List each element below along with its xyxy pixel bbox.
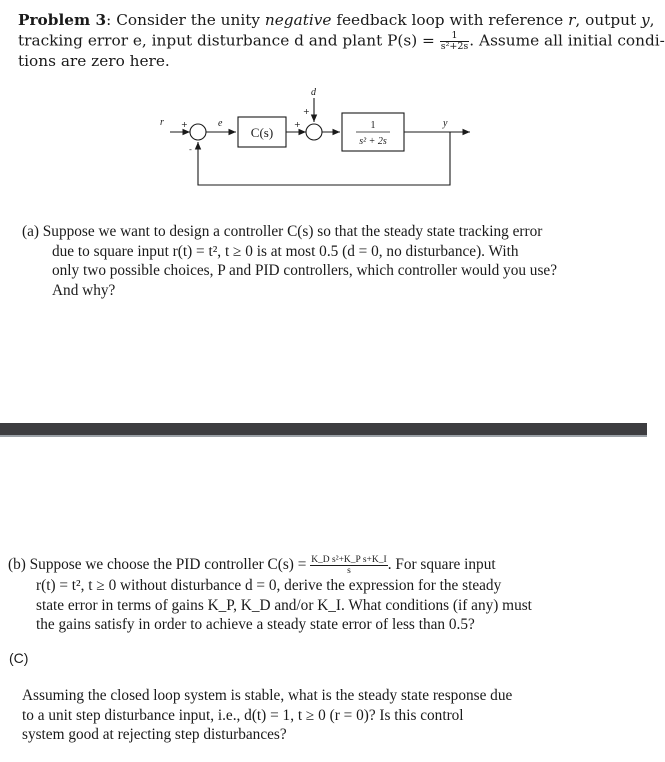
part-b bbox=[8, 555, 608, 635]
label-y: y bbox=[443, 118, 448, 129]
plant-fraction: $\frac{1}{\text{s²+2s}}$ bbox=[440, 29, 469, 52]
part-a-line: due to square input r(t) = t², t ≥ 0 is at most 0.5 (d = 0, no disturbance). With bbox=[52, 242, 519, 260]
part-b-line: state error in terms of gains K_P, K_D and/or K_I. What conditions (if any) must bbox=[36, 596, 532, 614]
part-b-line-1: (b) Suppose we choose the PID controller C(s) = $\frac{\text{K\_D s²+K\_P s+K\_I}}{s}$ . For square input bbox=[8, 555, 496, 576]
page-divider bbox=[0, 423, 647, 435]
part-a bbox=[22, 222, 622, 300]
label-r: r bbox=[160, 117, 164, 128]
summing-junction-disturbance bbox=[306, 124, 322, 140]
part-a-line: only two possible choices, P and PID controllers, which controller would you use? bbox=[52, 262, 557, 280]
problem-3-statement bbox=[18, 11, 665, 71]
label-minus: - bbox=[189, 145, 192, 154]
page-divider-shadow bbox=[0, 435, 647, 437]
problem-3-line-3: tions are zero here. bbox=[18, 51, 170, 70]
summing-junction-error bbox=[190, 124, 206, 140]
part-c-line: to a unit step disturbance input, i.e., d(t) = 1, t ≥ 0 (r = 0)? Is this control bbox=[22, 706, 464, 724]
part-c bbox=[22, 686, 622, 745]
part-b-line: the gains satisfy in order to achieve a steady state error of less than 0.5? bbox=[36, 616, 475, 634]
problem-label: Problem 3 bbox=[18, 11, 107, 29]
feedback-block-diagram bbox=[140, 82, 480, 194]
label-d: d bbox=[311, 87, 316, 98]
plant-numerator: 1 bbox=[370, 120, 376, 131]
part-c-line: system good at rejecting step disturbances? bbox=[22, 726, 287, 744]
label-plus-r: + bbox=[181, 120, 188, 129]
label-e: e bbox=[218, 118, 223, 129]
plant-denominator: s² + 2s bbox=[359, 136, 387, 147]
problem-3-line-2: tracking error e, input disturbance d and plant P(s) = $\frac{1}{\text{s²+2s}}$ . Assume all initial condi- bbox=[18, 29, 665, 52]
feedback-path bbox=[198, 132, 450, 185]
part-c-line: Assuming the closed loop system is stable, what is the steady state response due bbox=[22, 687, 513, 704]
label-plus-d: + bbox=[303, 107, 310, 116]
part-a-line: And why? bbox=[52, 281, 116, 299]
part-a-line: (a) Suppose we want to design a controller C(s) so that the steady state tracking error bbox=[22, 223, 543, 240]
part-c-label: (C) bbox=[9, 650, 29, 666]
label-plus-c: + bbox=[294, 120, 301, 129]
part-b-line: r(t) = t², t ≥ 0 without disturbance d = 0, derive the expression for the steady bbox=[36, 577, 502, 594]
controller-label: C(s) bbox=[250, 125, 274, 140]
pid-fraction: $\frac{\text{K\_D s²+K\_P s+K\_I}}{s}$ bbox=[311, 555, 387, 576]
problem-3-line-1: Problem 3: Consider the unity negative feedback loop with reference r, output y, bbox=[18, 11, 655, 29]
